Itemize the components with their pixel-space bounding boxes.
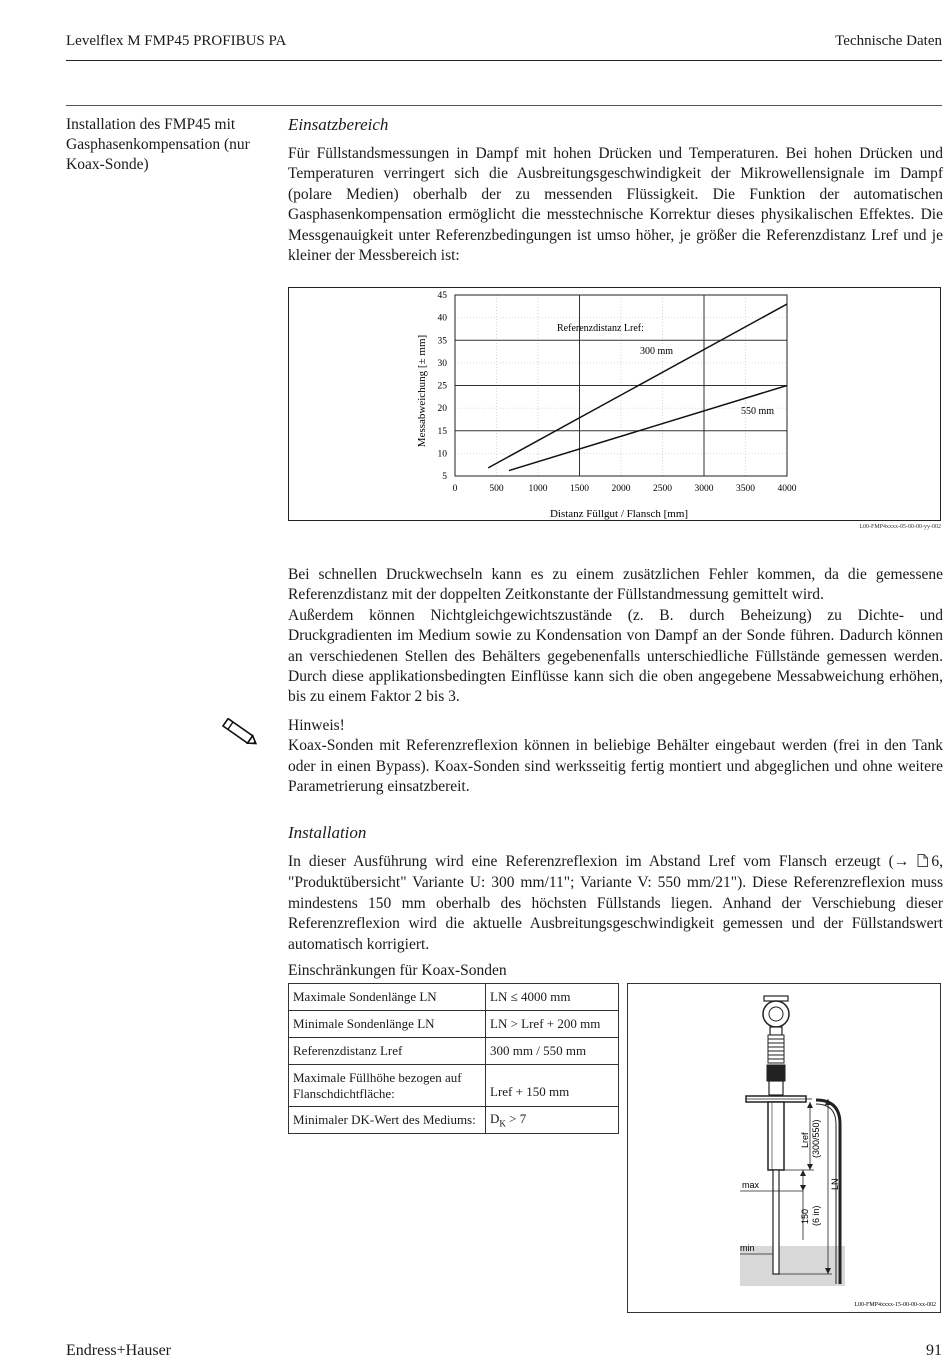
- table-row: [289, 1107, 619, 1134]
- y-tick-label: 45: [437, 291, 447, 301]
- y-axis-label: Messabweichung [± mm]: [416, 334, 428, 448]
- dk-symbol: D: [490, 1111, 500, 1127]
- table-key: Minimale Sondenlänge LN: [289, 1011, 486, 1038]
- probe-neck: [767, 1035, 785, 1095]
- note-text: Koax-Sonden mit Referenzreflexion können in beliebige Behälter eingebaut werden (frei in den Tank oder in einen Bypass). Koax-Sonden sind werksseitig fertig montiert und abgeglichen und ohne weitere Parametrierung einsatzbereit.: [288, 737, 943, 796]
- footer-brand: Endress+Hauser: [66, 1342, 171, 1359]
- limits-table: [288, 983, 619, 1134]
- medium-area: [740, 1246, 845, 1286]
- legend-title: Referenzdistanz Lref:: [557, 323, 644, 334]
- header-rule: [66, 60, 942, 61]
- x-tick-label: 2500: [653, 484, 672, 494]
- dk-value: > 7: [505, 1111, 527, 1127]
- y-tick-label: 40: [437, 313, 447, 324]
- x-tick-label: 500: [489, 484, 504, 494]
- table-key: Maximale Füllhöhe bezogen auf Flanschdichtfläche:: [289, 1065, 486, 1107]
- x-tick-label: 4000: [777, 484, 797, 494]
- transmitter-head: [763, 1001, 789, 1027]
- coax-tube: [768, 1102, 784, 1170]
- page-ref-number[interactable]: 6: [931, 853, 940, 870]
- lref-sub-label: (300/550): [811, 1119, 821, 1158]
- page-ref-icon: [917, 853, 928, 873]
- min-label: min: [740, 1243, 755, 1253]
- note-block: [288, 716, 943, 798]
- table-row: [289, 1038, 619, 1065]
- max-label: max: [742, 1180, 760, 1190]
- dk-subscript: K: [499, 1118, 506, 1129]
- limits-title: Einschränkungen für Koax-Sonden: [288, 962, 507, 979]
- lref-label: Lref: [800, 1132, 810, 1148]
- y-tick-label: 30: [437, 358, 447, 369]
- probe-rod: [773, 1170, 779, 1274]
- installation-text: [288, 852, 943, 955]
- einsatz-paragraph: Für Füllstandsmessungen in Dampf mit hohen Drücken und Temperaturen. Bei hohen Drücken und Temperaturen verringert sich die Ausbreitungsgeschwindigkeit der Mikrowellensignale im Dampf (polare Medien) oberhalb der zu messenden Flüssigkeit. Die Funktion der automatischen Gasphasenkompensation ermöglicht die messtechnische Korrektur dieses physikalischen Effektes. Die Messgenauigkeit unter Referenzbedingungen ist umso höher, je größer die Referenzdistanz Lref und je kleiner der Messbereich ist:: [288, 145, 943, 265]
- installation-paragraph: [288, 852, 943, 955]
- x-tick-label: 3500: [736, 484, 755, 494]
- installation-figure: [627, 983, 941, 1313]
- y-tick-label: 5: [442, 472, 447, 482]
- pressure-paragraph-1: Bei schnellen Druckwechseln kann es zu einem zusätzlichen Fehler kommen, da die gemessene Referenzdistanz mit der doppelten Zeitkonstante der Füllstandmessung gemittelt wird.: [288, 566, 943, 604]
- drawing-figure-id: L00-FMP4xxxx-15-00-00-xx-002: [854, 1302, 936, 1308]
- x-axis-label: Distanz Füllgut / Flansch [mm]: [549, 508, 689, 520]
- coax-probe-drawing: [628, 984, 940, 1312]
- table-value: 300 mm / 550 mm: [486, 1038, 619, 1065]
- installation-heading: Installation: [288, 823, 367, 842]
- deviation-chart: [289, 288, 940, 520]
- table-row: [289, 1065, 619, 1107]
- section-rule: [66, 105, 942, 106]
- y-tick-label: 25: [437, 381, 447, 392]
- y-tick-label: 10: [437, 449, 447, 460]
- series-label: 550 mm: [741, 406, 775, 417]
- section-label: Installation des FMP45 mit Gasphasenkompensation (nur Koax-Sonde): [66, 116, 250, 173]
- table-key: Minimaler DK-Wert des Mediums:: [289, 1107, 486, 1134]
- table-row: [289, 1011, 619, 1038]
- x-tick-label: 1500: [570, 484, 589, 494]
- chart-frame: [288, 287, 941, 521]
- pressure-text: [288, 565, 943, 708]
- installation-text-b: , "Produktübersicht" Variante U: 300 mm/11"; Variante V: 550 mm/21"). Diese Referenzreflexion muss mindestens 150 mm oberhalb des höchsten Füllstands liegen. Anhand der Verschiebung dieser Referenzreflexion wird die aktuelle Ausbreitungsgeschwindigkeit gemessen und der Füllstandswert automatisch korrigiert.: [288, 853, 943, 953]
- table-value: LN > Lref + 200 mm: [486, 1011, 619, 1038]
- note-title: Hinweis!: [288, 717, 345, 734]
- d150-label: 150: [800, 1208, 810, 1224]
- y-tick-label: 20: [437, 404, 447, 415]
- pencil-icon: [219, 718, 261, 753]
- y-tick-label: 35: [437, 336, 447, 347]
- table-key: Referenzdistanz Lref: [289, 1038, 486, 1065]
- x-tick-label: 2000: [611, 484, 631, 494]
- y-tick-label: 15: [437, 426, 447, 437]
- x-tick-label: 3000: [694, 484, 714, 494]
- chart-figure-id: L00-FMP4xxxx-05-00-00-yy-002: [859, 524, 941, 530]
- header-title: Levelflex M FMP45 PROFIBUS PA: [66, 33, 287, 49]
- table-row: [289, 984, 619, 1011]
- header-section: Technische Daten: [835, 33, 942, 49]
- table-value: [486, 1107, 619, 1134]
- ln-label: LN: [830, 1178, 840, 1190]
- pressure-paragraph-2: Außerdem können Nichtgleichgewichtszustände (z. B. durch Beheizung) zu Dichte- und Druckgradienten im Medium sowie zu Kondensation von Dampf an der Sonde führen. Dadurch können an verschiedenen Stellen des Behälters gegebenenfalls unterschiedliche Füllstände gemessen werden. Durch diese applikationsbedingten Einflüsse kann sich die oben angegebene Messabweichung erhöhen, bis zu einem Faktor 2 bis 3.: [288, 606, 943, 706]
- table-value: LN ≤ 4000 mm: [486, 984, 619, 1011]
- d150-sub-label: (6 in): [811, 1205, 821, 1226]
- table-value: Lref + 150 mm: [486, 1065, 619, 1107]
- x-tick-label: 0: [452, 484, 458, 494]
- einsatz-heading: Einsatzbereich: [288, 115, 389, 134]
- series-label: 300 mm: [640, 346, 674, 357]
- installation-text-a: In dieser Ausführung wird eine Referenzreflexion im Abstand Lref vom Flansch erzeugt (→: [288, 853, 918, 870]
- page-number: 91: [926, 1342, 942, 1359]
- x-tick-label: 1000: [528, 484, 548, 494]
- einsatz-text: [288, 144, 943, 266]
- table-key: Maximale Sondenlänge LN: [289, 984, 486, 1011]
